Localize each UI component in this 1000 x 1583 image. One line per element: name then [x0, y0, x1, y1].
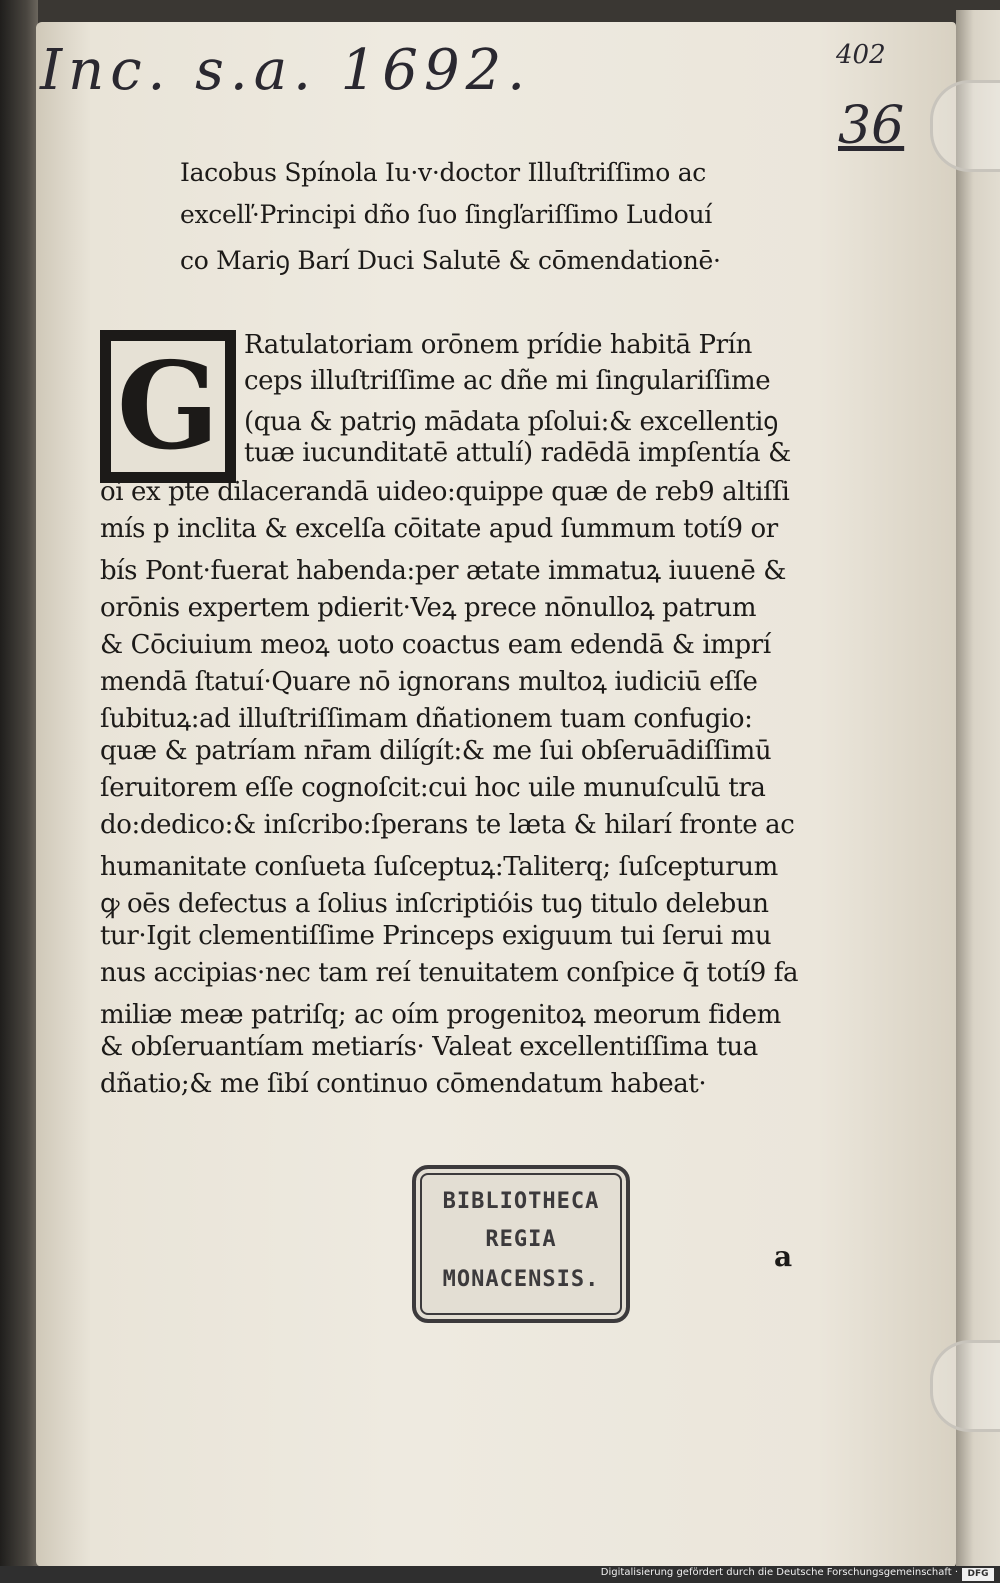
body-line: mís p inclita & excelſa cōitate apud ſummum totí9 or [100, 514, 778, 544]
body-line: & Cōciuium meoꝝ uoto coactus eam edendā & imprí [100, 630, 771, 660]
initial-frame [109, 336, 227, 477]
body-line: dñatio;& me ſibí continuo cōmendatum habeat· [100, 1069, 707, 1099]
body-line: & obſeruantíam metiarís· Valeat excellentiſſima tua [100, 1032, 758, 1062]
body-line: (qua & patriꝯ mādata pſolui:& excellentiꝯ [244, 407, 778, 437]
heading-line: co Mariꝯ Barí Duci Salutē & cōmendationē· [180, 246, 721, 275]
body-line: oí ex pte dilacerandā uideo:quippe quæ de reb9 altiſſi [100, 477, 790, 507]
body-line: do:dedico:& inſcribo:ſperans te læta & hilarí fronte ac [100, 810, 795, 840]
adjacent-page-edge [956, 10, 1000, 1570]
body-line: humanitate conſueta ſuſceptuꝝ:Taliterq; ſuſcepturum [100, 852, 778, 882]
body-line: tuæ iucunditatē attulí) radēdā impſentía & [244, 438, 791, 468]
page-clip-bottom [930, 1340, 1000, 1432]
body-line: tur·Igit clementiſſime Princeps exiguum tui ſerui mu [100, 921, 772, 951]
stamp-line: REGIA [485, 1227, 557, 1252]
stamp-line: BIBLIOTHECA [442, 1189, 600, 1214]
body-line: ſubituꝝ:ad illuſtriſſimam dñationem tuam confugio: [100, 704, 753, 734]
body-line: bís Pont·fuerat habenda:per ætate immatuꝝ iuuenē & [100, 556, 786, 586]
page-clip-top [930, 80, 1000, 172]
body-line: Ratulatoriam orōnem prídie habitā Prín [244, 330, 752, 360]
initial-letter: G [116, 336, 220, 477]
dfg-logo: DFG [962, 1568, 994, 1581]
handwritten-folio-number: 36 [838, 96, 905, 156]
handwritten-shelfmark: Inc. s.a. 1692. [40, 38, 531, 103]
book-binding [0, 0, 38, 1583]
decorated-initial [100, 330, 236, 483]
heading-line: Iacobus Spínola Iu·v·doctor Illuſtriſſimo ac [180, 158, 707, 187]
body-line: miliæ meæ patriſq; ac oím progenitoꝝ meorum fidem [100, 1000, 781, 1030]
body-line: quæ & patríam nr̄am dilígít:& me ſui obſeruādiſſimū [100, 736, 772, 766]
library-stamp [412, 1165, 630, 1323]
signature-mark: a [774, 1240, 793, 1273]
heading-line: excelľ·Principi dño ſuo ſingľariſſimo Ludouí [180, 200, 712, 229]
body-line: ſeruitorem eſſe cognoſcit:cui hoc uile munuſculū tra [100, 773, 766, 803]
body-line: nus accipias·nec tam reí tenuitatem conſpice q̄ totí9 fa [100, 958, 799, 988]
body-line: ꝙ oēs defectus a ſolius inſcriptióis tuꝯ titulo delebun [100, 889, 769, 919]
body-line: ceps illuſtriſſime ac dñe mi ſingulariſſime [244, 366, 771, 396]
handwritten-folio-top: 402 [836, 40, 886, 70]
body-line: mendā ſtatuí·Quare nō ignorans multoꝝ iudiciū eſſe [100, 667, 758, 697]
stamp-line: MONACENSIS. [442, 1267, 600, 1292]
footer-credit: Digitalisierung gefördert durch die Deutsche Forschungsgemeinschaft · [600, 1567, 958, 1578]
body-line: orōnis expertem pdierit·Veꝝ prece nōnulloꝝ patrum [100, 593, 757, 623]
